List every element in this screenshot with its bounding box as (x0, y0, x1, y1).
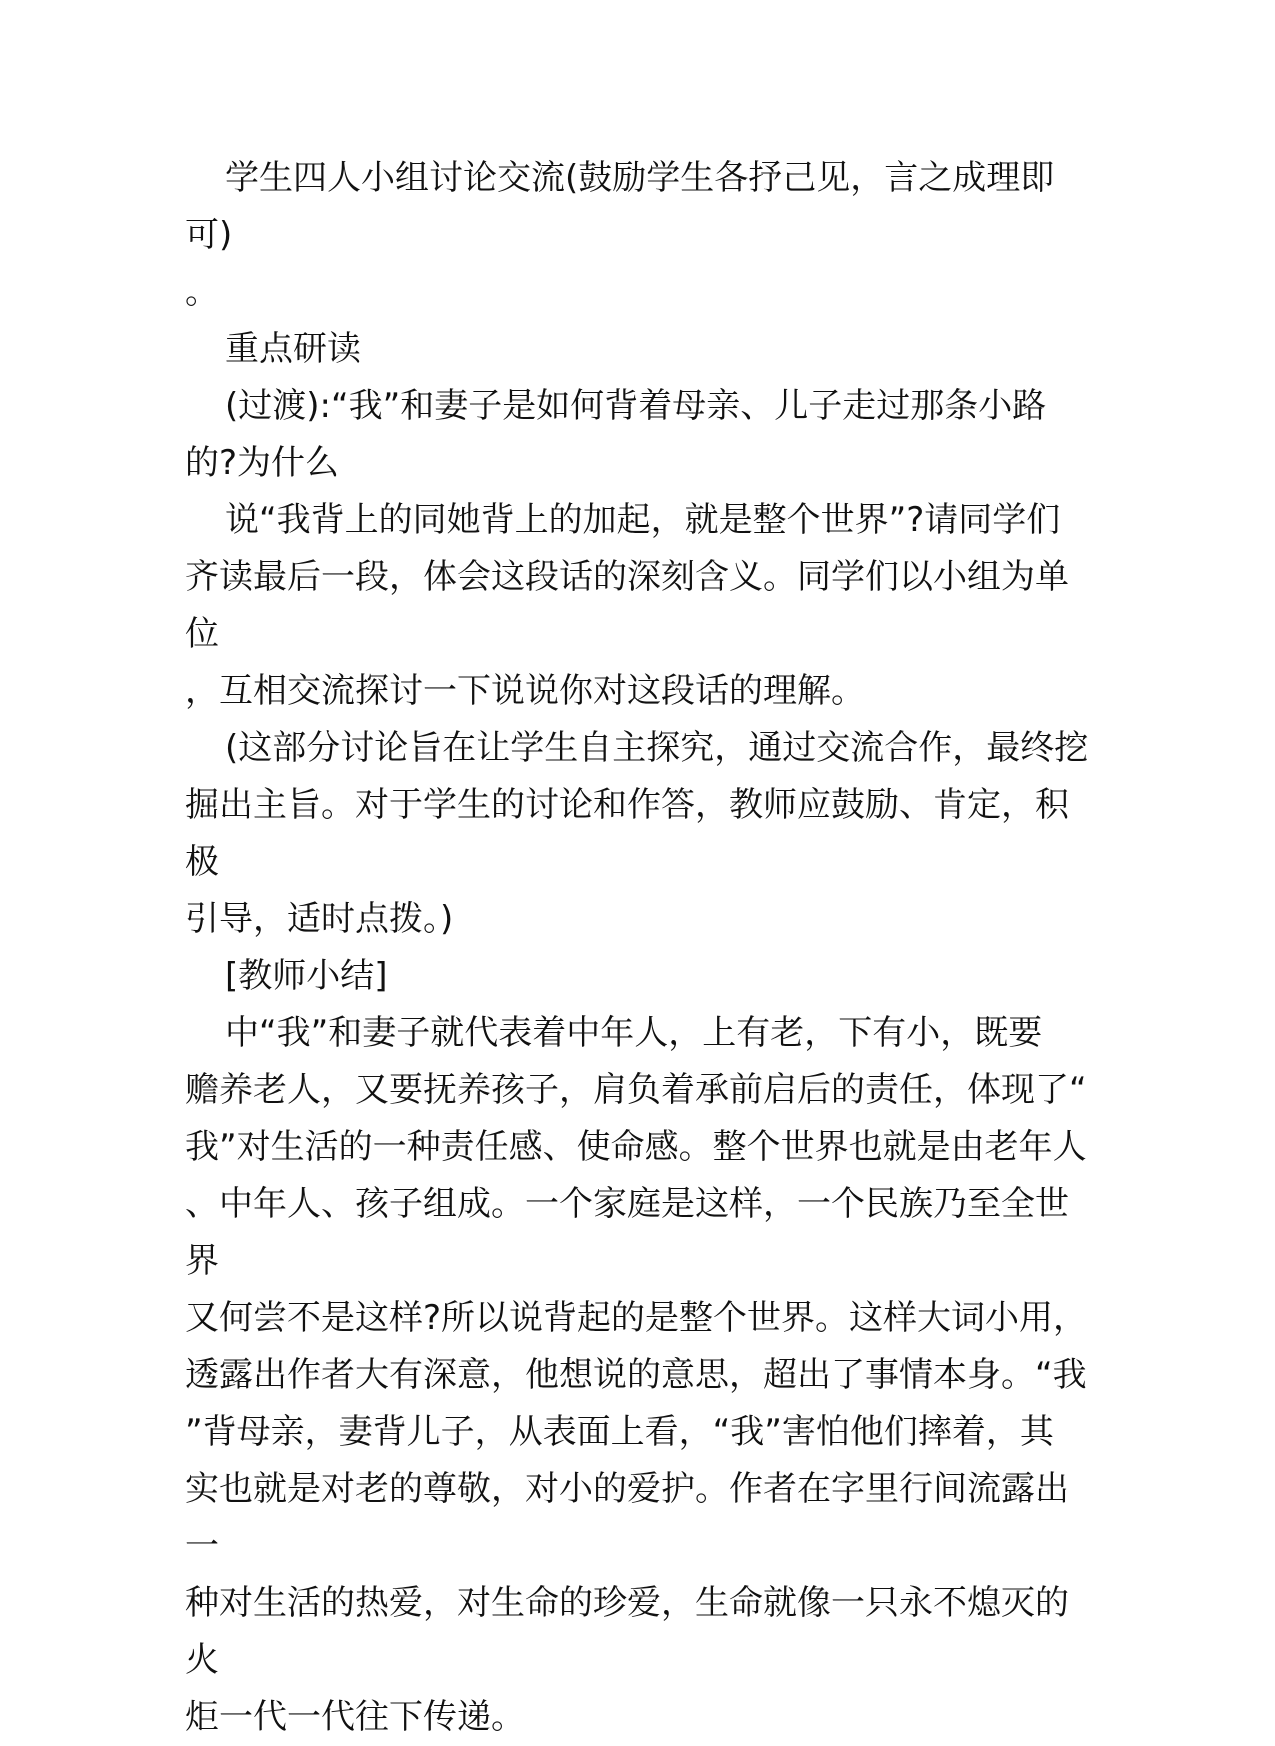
paragraph-teacher-summary: 中“我”和妻子就代表着中年人，上有老，下有小，既要 赡养老人，又要抚养孩子，肩负着承前启后的责任，体现了“ 我”对生活的一种责任感、使命感。整个世界也就是由老年人 、中年人、孩子组成。一个家庭是这样，一个民族乃至全世界 又何尝不是这样?所以说背起的是整个世界。这样大词小用， 透露出作者大有深意，他想说的意思，超出了事情本身。“我 ”背母亲，妻背儿子，从表面上看，“我”害怕他们摔着，其 实也就是对老的尊敬，对小的爱护。作者在字里行间流露出一 种对生活的热爱，对生命的珍爱，生命就像一只永不熄灭的火 炬一代一代往下传递。 (185, 1013, 1088, 1737)
paragraph-transition-question: (过渡):“我”和妻子是如何背着母亲、儿子走过那条小路 的?为什么 (185, 386, 1047, 483)
paragraph-discussion: 学生四人小组讨论交流(鼓励学生各抒己见，言之成理即可) 。 (185, 158, 1055, 312)
document-body (185, 150, 1090, 1746)
paragraph-heading-key-reading: 重点研读 (225, 329, 361, 369)
paragraph-discussion-note: (这部分讨论旨在让学生自主探究，通过交流合作，最终挖 掘出主旨。对于学生的讨论和作答，教师应鼓励、肯定，积极 引导，适时点拨。) (185, 728, 1089, 939)
paragraph-teacher-summary-heading: [教师小结] (225, 956, 388, 996)
paragraph-world-meaning: 说“我背上的同她背上的加起，就是整个世界”?请同学们 齐读最后一段，体会这段话的深刻含义。同学们以小组为单位 ，互相交流探讨一下说说你对这段话的理解。 (185, 500, 1069, 711)
